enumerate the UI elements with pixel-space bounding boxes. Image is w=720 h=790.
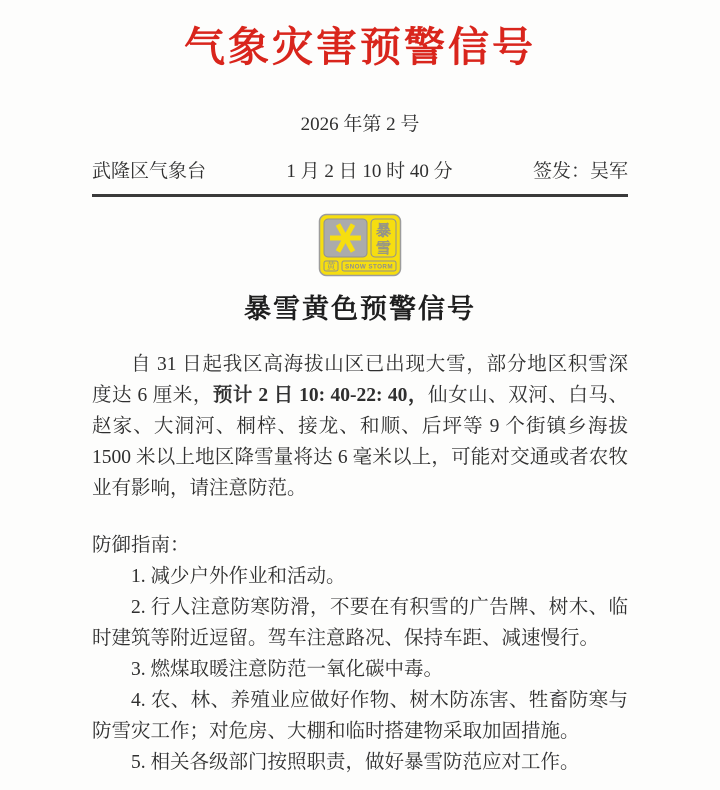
guide-item-4: 4. 农、林、养殖业应做好作物、树木防冻害、牲畜防寒与防雪灾工作；对危房、大棚和临时搭建物采取加固措施。	[92, 690, 628, 742]
document-title: 气象灾害预警信号	[184, 24, 536, 70]
icon-hazard-char-bottom: 雪	[375, 240, 392, 257]
issue-datetime: 1 月 2 日 10 时 40 分	[286, 161, 453, 182]
guide-item-2: 2. 行人注意防寒防滑，不要在有积雪的广告牌、树木、临时建筑等附近逗留。驾车注意路况、保持车距、减速慢行。	[92, 597, 628, 649]
guide-title: 防御指南：	[92, 535, 190, 556]
issuing-station: 武隆区气象台	[92, 161, 207, 182]
icon-english-label: SNOW STORM	[345, 263, 393, 271]
guide-item-1: 1. 减少户外作业和活动。	[131, 566, 346, 587]
guide-list	[92, 561, 628, 778]
header-divider	[92, 194, 628, 197]
guide-item-5: 5. 相关各级部门按照职责，做好暴雪防范应对工作。	[131, 752, 580, 773]
warning-icon-container	[92, 213, 628, 277]
warning-heading: 暴雪黄色预警信号	[244, 294, 476, 324]
blizzard-yellow-warning-icon	[318, 213, 402, 277]
signer: 签发：吴军	[532, 161, 628, 182]
paragraph-forecast-time: 预计 2 日 10: 40-22: 40，	[212, 385, 429, 406]
paragraph-rest: 仙女山、双河、白马、赵家、大洞河、桐梓、接龙、和顺、后坪等 9 个街镇乡海拔 1500 米以上地区降雪量将达 6 毫米以上，可能对交通或者农牧业有影响，请注意防范。	[92, 385, 628, 499]
warning-paragraph	[92, 349, 628, 504]
issue-number: 2026 年第 2 号	[300, 114, 420, 135]
meta-row	[92, 156, 628, 183]
icon-hazard-char-top: 暴	[375, 222, 392, 240]
guide-item-3: 3. 燃煤取暖注意防范一氧化碳中毒。	[131, 659, 444, 680]
icon-level-char: 黄	[326, 261, 336, 272]
paragraph-lead: 自 31 日起我区高海拔山区已出现大雪，部分地区积雪深度达 6 厘米，	[92, 354, 628, 406]
